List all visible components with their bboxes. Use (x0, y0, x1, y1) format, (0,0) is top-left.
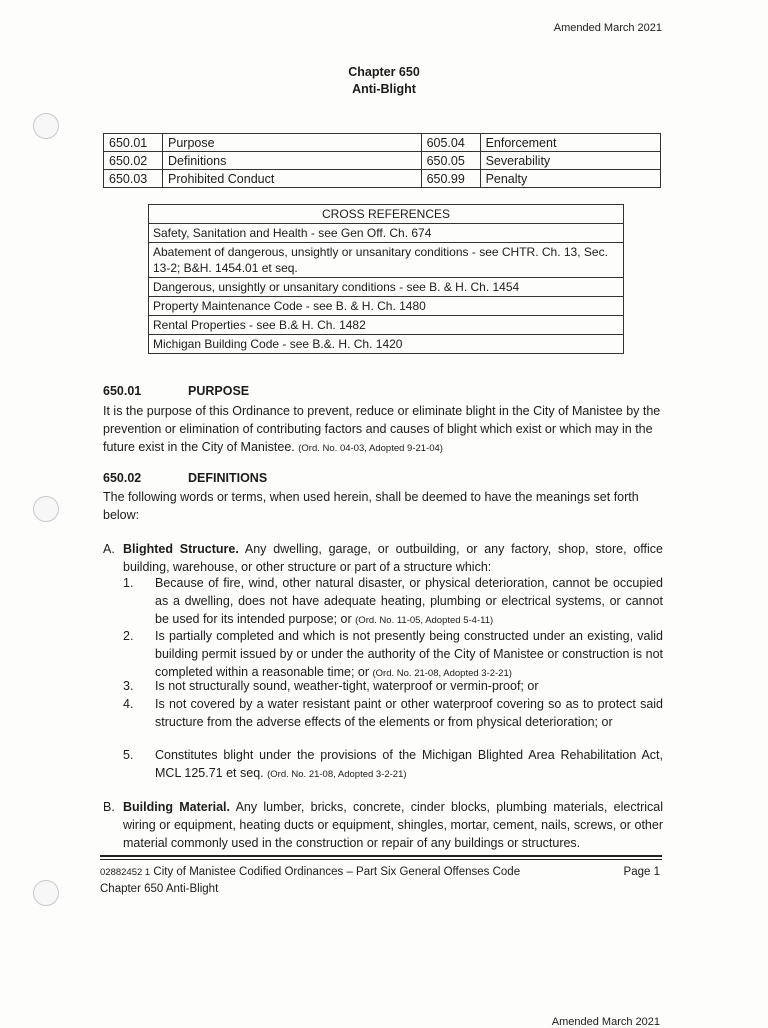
punch-hole-middle (33, 496, 59, 522)
ordinance-note: (Ord. No. 21-08, Adopted 3-2-21) (372, 668, 512, 679)
section-label: Enforcement (480, 134, 660, 152)
chapter-title-block (0, 64, 768, 98)
definition-text: Any lumber, bricks, concrete, cinder blocks, plumbing materials, electrical wiring or equipment, heating ducts or equipment, shingles, mortar, cement, nails, screws, or other material commonly used in the construction or repair of any buildings or structures. (123, 800, 663, 850)
definition-term: Building Material. (123, 800, 230, 814)
ordinance-note: (Ord. No. 04-03, Adopted 9-21-04) (298, 443, 443, 454)
list-item (123, 627, 663, 683)
punch-hole-top (33, 113, 59, 139)
table-row (149, 205, 624, 224)
section-index-table (103, 133, 661, 188)
cross-reference: Dangerous, unsightly or unsanitary conditions - see B. & H. Ch. 1454 (149, 278, 624, 297)
item-number: 4. (123, 697, 134, 711)
definition-label: B. (103, 800, 115, 814)
purpose-paragraph (103, 402, 663, 458)
table-row (149, 243, 624, 278)
footer-divider (100, 859, 662, 860)
footer-title: City of Manistee Codified Ordinances – Part Six General Offenses Code (153, 866, 521, 878)
amended-date: Amended March 2021 (553, 22, 662, 34)
table-row (149, 335, 624, 354)
table-row (104, 152, 661, 170)
section-label: Definitions (163, 152, 422, 170)
definition-text: Any dwelling, garage, or outbuilding, or any factory, shop, store, office building, warehouse, or other structure or part of a structure which: (123, 542, 663, 574)
section-label: Severability (480, 152, 660, 170)
list-item (123, 695, 663, 731)
section-label: Purpose (163, 134, 422, 152)
cross-reference: Michigan Building Code - see B.&. H. Ch. 1420 (149, 335, 624, 354)
item-text: Constitutes blight under the provisions of the Michigan Blighted Area Rehabilitation Act, MCL 125.71 et seq. (155, 748, 663, 780)
section-title: PURPOSE (188, 384, 250, 398)
section-number: 650.05 (421, 152, 480, 170)
list-item (123, 746, 663, 784)
definition-term: Blighted Structure. (123, 542, 239, 556)
item-text: Is not covered by a water resistant paint or other waterproof covering so as to protect said structure from the adverse effects of the elements or from physical deterioration; or (155, 697, 663, 729)
footer-chapter: Chapter 650 Anti-Blight (100, 883, 219, 895)
page-footer (100, 864, 662, 897)
cross-reference: Property Maintenance Code - see B. & H. Ch. 1480 (149, 297, 624, 316)
section-label: Prohibited Conduct (163, 170, 422, 188)
next-page-amended-date: Amended March 2021 (551, 1016, 660, 1028)
section-heading-definitions (103, 471, 268, 485)
section-number: 650.01 (104, 134, 163, 152)
punch-hole-bottom (33, 880, 59, 906)
definition-blighted-structure (103, 540, 663, 576)
chapter-name: Anti-Blight (352, 82, 416, 96)
item-text: Is partially completed and which is not presently being constructed under an existing, valid building permit issued by or under the authority of the City of Manistee or construction is not completed within a reasonable time; or (155, 629, 663, 679)
item-text: Is not structurally sound, weather-tight, waterproof or vermin-proof; or (155, 679, 539, 693)
ordinance-note: (Ord. No. 11-05, Adopted 5-4-11) (355, 615, 494, 626)
table-row (149, 278, 624, 297)
table-row (149, 224, 624, 243)
cross-references-heading: CROSS REFERENCES (149, 205, 624, 224)
definition-label: A. (103, 542, 115, 556)
cross-reference: Safety, Sanitation and Health - see Gen Off. Ch. 674 (149, 224, 624, 243)
item-number: 5. (123, 748, 134, 762)
purpose-text: It is the purpose of this Ordinance to prevent, reduce or eliminate blight in the City of Manistee by the prevention or elimination of contributing factors and causes of blight which exist or which may in the future exist in the City of Manistee. (103, 404, 661, 454)
definitions-intro: The following words or terms, when used herein, shall be deemed to have the meanings set forth below: (103, 490, 639, 522)
section-title: DEFINITIONS (188, 471, 268, 485)
table-row (104, 170, 661, 188)
cross-reference: Abatement of dangerous, unsightly or unsanitary conditions - see CHTR. Ch. 13, Sec. 13-2; B&H. 1454.01 et seq. (149, 243, 624, 278)
cross-references-table (148, 204, 624, 354)
section-number: 650.03 (104, 170, 163, 188)
section-number: 650.99 (421, 170, 480, 188)
item-number: 3. (123, 679, 134, 693)
ordinance-note: (Ord. No. 21-08, Adopted 3-2-21) (267, 769, 407, 780)
table-row (149, 316, 624, 335)
list-item (123, 677, 663, 695)
page-number: Page 1 (623, 866, 660, 878)
section-number: 605.04 (421, 134, 480, 152)
table-row (149, 297, 624, 316)
cross-reference: Rental Properties - see B.& H. Ch. 1482 (149, 316, 624, 335)
list-item (123, 574, 663, 630)
chapter-number: Chapter 650 (348, 65, 420, 79)
section-heading-purpose (103, 384, 250, 398)
document-id: 02882452 1 (100, 867, 151, 878)
section-number: 650.02 (103, 471, 142, 485)
item-text: Because of fire, wind, other natural disaster, or physical deterioration, cannot be occupied as a dwelling, does not have adequate heating, plumbing or electrical systems, or cannot be used for its intended purpose; or (155, 576, 663, 626)
footer-divider (100, 855, 662, 857)
section-label: Penalty (480, 170, 660, 188)
item-number: 2. (123, 629, 134, 643)
item-number: 1. (123, 576, 134, 590)
section-number: 650.01 (103, 384, 142, 398)
definition-building-material (103, 798, 663, 852)
section-number: 650.02 (104, 152, 163, 170)
table-row (104, 134, 661, 152)
